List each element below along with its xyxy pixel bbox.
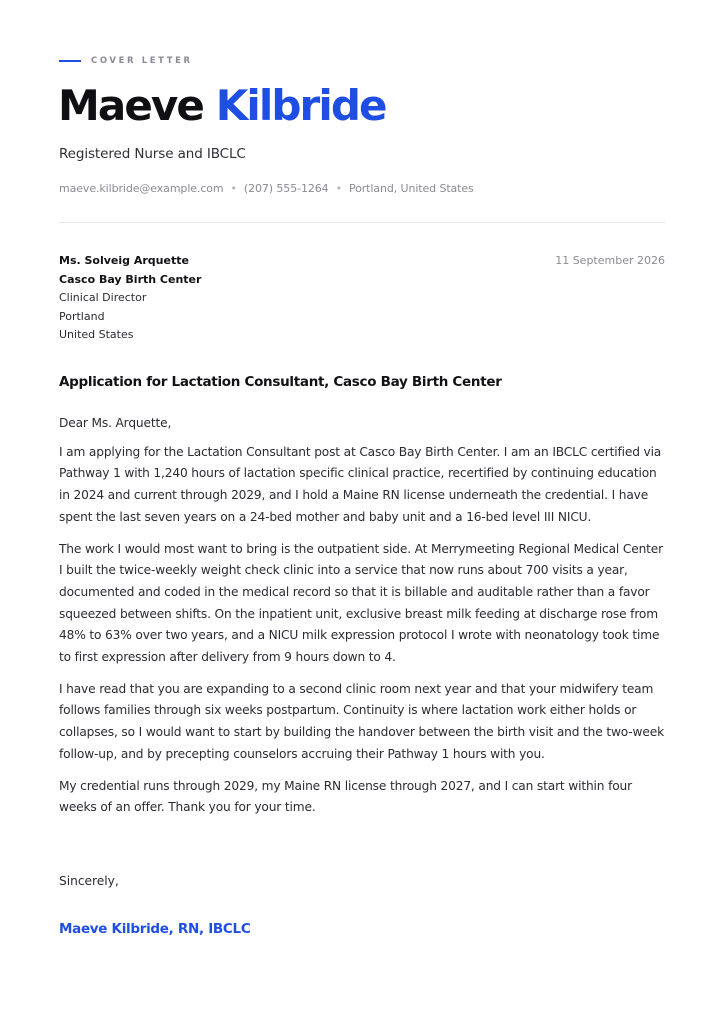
recipient-organization: Casco Bay Birth Center: [59, 272, 202, 286]
last-name: Kilbride: [215, 81, 386, 130]
body-paragraph: The work I would most want to bring is the outpatient side. At Merrymeeting Regional Medical Center I built the twice-weekly weight check clinic into a service that now runs about 700 visits a year, documented and coded in the medical record so that it is billable and auditable rather than a favor squeezed between shifts. On the inpatient unit, exclusive breast milk feeding at discharge rose from 48% to 63% over two years, and a NICU milk expression protocol I wrote with neonatology took time to first expression after delivery from 9 hours down to 4.: [59, 541, 664, 665]
separator-dot: •: [230, 182, 237, 195]
body-paragraph: My credential runs through 2029, my Maine RN license through 2027, and I can start within four weeks of an offer. Thank you for your time.: [59, 778, 632, 815]
letter-date: 11 September 2026: [555, 254, 665, 267]
first-name: Maeve: [58, 81, 203, 130]
closing: Sincerely,: [59, 874, 119, 888]
eyebrow-label: COVER LETTER: [91, 56, 193, 66]
location: Portland, United States: [348, 182, 474, 195]
email-link[interactable]: maeve.kilbride@example.com: [59, 182, 224, 195]
signature: Maeve Kilbride, RN, IBCLC: [59, 921, 251, 937]
body-paragraph: I am applying for the Lactation Consultant post at Casco Bay Birth Center. I am an IBCLC certified via Pathway 1 with 1,240 hours of lactation specific clinical practice, recertified by continuing education in 2024 and current through 2029, and I hold a Maine RN license underneath the credential. I have spent the last seven years on a 24-bed mother and baby unit and a 16-bed level III NICU.: [59, 444, 662, 524]
letter-subject: Application for Lactation Consultant, Casco Bay Birth Center: [59, 374, 502, 390]
recipient-name: Ms. Solveig Arquette: [59, 254, 189, 267]
recipient-country: United States: [59, 328, 134, 342]
recipient-title: Clinical Director: [59, 291, 147, 305]
eyebrow: [59, 56, 193, 66]
greeting: Dear Ms. Arquette,: [59, 416, 172, 430]
applicant-role: Registered Nurse and IBCLC: [59, 146, 246, 162]
recipient-city: Portland: [59, 309, 105, 323]
accent-line: [59, 60, 81, 62]
body-paragraph: I have read that you are expanding to a second clinic room next year and that your midwifery team follows families through six weeks postpartum. Continuity is where lactation work either holds or collapses, so I would want to start by building the handover between the birth visit and the two-week follow-up, and by precepting counselors accruing their Pathway 1 hours with you.: [59, 681, 664, 761]
separator-dot: •: [335, 182, 342, 195]
phone-number: (207) 555-1264: [243, 182, 329, 195]
contact-line: [59, 182, 474, 195]
letter-body: [59, 413, 667, 829]
divider: [59, 222, 665, 223]
recipient-block: [59, 252, 201, 345]
applicant-name: [58, 80, 386, 132]
